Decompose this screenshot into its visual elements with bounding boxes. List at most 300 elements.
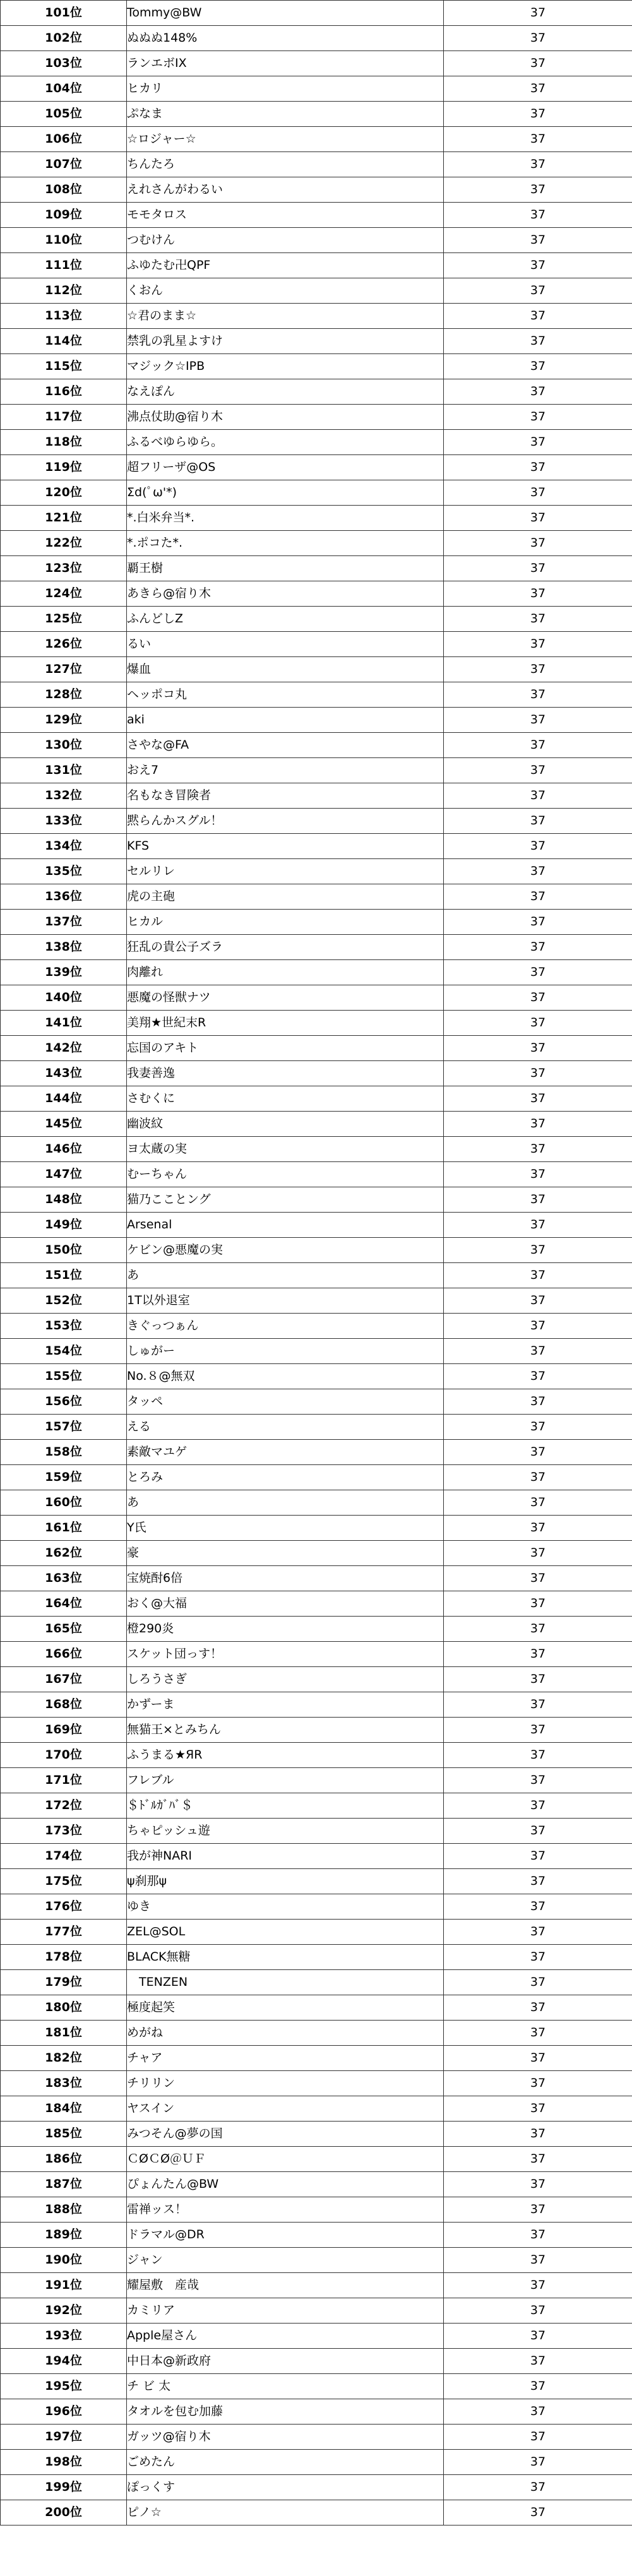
table-row [1,379,632,405]
score-cell: 37 [444,708,632,733]
score-cell: 37 [444,2147,632,2172]
table-row [1,657,632,682]
player-name-cell: ちゃピッシュ遊 [127,1819,444,1844]
score-cell: 37 [444,2475,632,2500]
player-name-cell: めがね [127,2021,444,2046]
rank-cell: 152位 [1,1288,127,1314]
score-cell: 37 [444,76,632,102]
rank-cell: 120位 [1,480,127,506]
score-cell: 37 [444,1819,632,1844]
table-row [1,1086,632,1112]
table-row [1,1187,632,1213]
score-cell: 37 [444,1490,632,1516]
player-name-cell: 雷禅ッス！ [127,2197,444,2223]
rank-cell: 124位 [1,581,127,607]
table-row [1,1440,632,1465]
score-cell: 37 [444,2248,632,2273]
table-row [1,581,632,607]
score-cell: 37 [444,102,632,127]
table-row [1,102,632,127]
table-row [1,1667,632,1692]
score-cell: 37 [444,329,632,354]
score-cell: 37 [444,2071,632,2096]
table-row [1,2046,632,2071]
player-name-cell: ZEL@SOL [127,1920,444,1945]
rank-cell: 132位 [1,783,127,809]
rank-cell: 119位 [1,455,127,480]
player-name-cell: ガッツ@宿り木 [127,2425,444,2450]
table-row [1,682,632,708]
score-cell: 37 [444,632,632,657]
player-name-cell: ヒカル [127,910,444,935]
rank-cell: 141位 [1,1011,127,1036]
score-cell: 37 [444,1440,632,1465]
score-cell: 37 [444,1112,632,1137]
player-name-cell: *.白米弁当*. [127,506,444,531]
score-cell: 37 [444,657,632,682]
table-row [1,1591,632,1617]
score-cell: 37 [444,1036,632,1061]
rank-cell: 151位 [1,1263,127,1288]
rank-cell: 197位 [1,2425,127,2450]
player-name-cell: セルリレ [127,859,444,884]
rank-cell: 144位 [1,1086,127,1112]
player-name-cell: 素敵マユゲ [127,1440,444,1465]
player-name-cell: ふゆたむ卍QPF [127,253,444,278]
table-row [1,1263,632,1288]
score-cell: 37 [444,203,632,228]
player-name-cell: なえぽん [127,379,444,405]
table-row [1,2500,632,2526]
score-cell: 37 [444,783,632,809]
score-cell: 37 [444,1743,632,1768]
player-name-cell: むーちゃん [127,1162,444,1187]
score-cell: 37 [444,1995,632,2021]
score-cell: 37 [444,1667,632,1692]
player-name-cell: ジャン [127,2248,444,2273]
score-cell: 37 [444,960,632,985]
table-row [1,177,632,203]
table-row [1,733,632,758]
table-row [1,1516,632,1541]
table-row [1,985,632,1011]
table-row [1,2122,632,2147]
table-row [1,26,632,51]
score-cell: 37 [444,430,632,455]
rank-cell: 192位 [1,2298,127,2324]
rank-cell: 131位 [1,758,127,783]
table-row [1,2324,632,2349]
table-row [1,253,632,278]
score-cell: 37 [444,2298,632,2324]
rank-cell: 170位 [1,1743,127,1768]
rank-cell: 150位 [1,1238,127,1263]
player-name-cell: TENZEN [127,1970,444,1995]
player-name-cell: とろみ [127,1465,444,1490]
player-name-cell: 豪 [127,1541,444,1566]
score-cell: 37 [444,556,632,581]
rank-cell: 178位 [1,1945,127,1970]
score-cell: 37 [444,1,632,26]
rank-cell: 138位 [1,935,127,960]
player-name-cell: かずーま [127,1692,444,1718]
player-name-cell: 名もなき冒険者 [127,783,444,809]
score-cell: 37 [444,1945,632,1970]
rank-cell: 105位 [1,102,127,127]
rank-cell: 176位 [1,1894,127,1920]
score-cell: 37 [444,1566,632,1591]
rank-cell: 142位 [1,1036,127,1061]
table-row [1,2425,632,2450]
rank-cell: 104位 [1,76,127,102]
score-cell: 37 [444,1061,632,1086]
score-cell: 37 [444,1844,632,1869]
table-row [1,304,632,329]
table-row [1,1213,632,1238]
score-cell: 37 [444,379,632,405]
player-name-cell: 狂乱の貴公子ズラ [127,935,444,960]
table-row [1,2450,632,2475]
rank-cell: 193位 [1,2324,127,2349]
rank-cell: 121位 [1,506,127,531]
player-name-cell: 耀屋敷 産哉 [127,2273,444,2298]
table-row [1,1112,632,1137]
rank-cell: 116位 [1,379,127,405]
table-row [1,1869,632,1894]
table-row [1,203,632,228]
table-row [1,1036,632,1061]
score-cell: 37 [444,2172,632,2197]
player-name-cell: ヒカリ [127,76,444,102]
player-name-cell: ぷなま [127,102,444,127]
table-row [1,1339,632,1364]
table-row [1,1768,632,1793]
rank-cell: 195位 [1,2374,127,2399]
player-name-cell: ψ刹那ψ [127,1869,444,1894]
score-cell: 37 [444,1213,632,1238]
score-cell: 37 [444,1415,632,1440]
table-row [1,76,632,102]
rank-cell: 175位 [1,1869,127,1894]
player-name-cell: 幽波紋 [127,1112,444,1137]
table-row [1,480,632,506]
player-name-cell: ケビン@悪魔の実 [127,1238,444,1263]
rank-cell: 107位 [1,152,127,177]
score-cell: 37 [444,2399,632,2425]
player-name-cell: KFS [127,834,444,859]
player-name-cell: 禁乳の乳星よすけ [127,329,444,354]
score-cell: 37 [444,531,632,556]
score-cell: 37 [444,152,632,177]
table-row [1,556,632,581]
score-cell: 37 [444,1162,632,1187]
rank-cell: 177位 [1,1920,127,1945]
table-row [1,1995,632,2021]
score-cell: 37 [444,1617,632,1642]
table-row [1,127,632,152]
player-name-cell: No.８@無双 [127,1364,444,1389]
rank-cell: 171位 [1,1768,127,1793]
player-name-cell: くおん [127,278,444,304]
score-cell: 37 [444,51,632,76]
rank-cell: 110位 [1,228,127,253]
rank-cell: 125位 [1,607,127,632]
player-name-cell: ゆき [127,1894,444,1920]
rank-cell: 129位 [1,708,127,733]
rank-cell: 156位 [1,1389,127,1415]
player-name-cell: マジック☆IPB [127,354,444,379]
score-cell: 37 [444,480,632,506]
rank-cell: 148位 [1,1187,127,1213]
score-cell: 37 [444,607,632,632]
rank-cell: 162位 [1,1541,127,1566]
score-cell: 37 [444,935,632,960]
rank-cell: 191位 [1,2273,127,2298]
player-name-cell: しゅがー [127,1339,444,1364]
score-cell: 37 [444,1238,632,1263]
score-cell: 37 [444,354,632,379]
player-name-cell: フレブル [127,1768,444,1793]
player-name-cell: えれさんがわるい [127,177,444,203]
rank-cell: 185位 [1,2122,127,2147]
table-row [1,758,632,783]
rank-cell: 169位 [1,1718,127,1743]
rank-cell: 187位 [1,2172,127,2197]
table-row [1,354,632,379]
rank-cell: 108位 [1,177,127,203]
player-name-cell: 超フリーザ@OS [127,455,444,480]
player-name-cell: 黙らんかスグル！ [127,809,444,834]
score-cell: 37 [444,834,632,859]
rank-cell: 173位 [1,1819,127,1844]
rank-cell: 101位 [1,1,127,26]
rank-cell: 126位 [1,632,127,657]
table-row [1,2273,632,2298]
score-cell: 37 [444,1086,632,1112]
rank-cell: 149位 [1,1213,127,1238]
table-row [1,1162,632,1187]
table-row [1,51,632,76]
table-row [1,960,632,985]
score-cell: 37 [444,2122,632,2147]
table-row [1,1617,632,1642]
player-name-cell: ランエボIX [127,51,444,76]
score-cell: 37 [444,2425,632,2450]
player-name-cell: 肉離れ [127,960,444,985]
score-cell: 37 [444,253,632,278]
rank-cell: 145位 [1,1112,127,1137]
player-name-cell: Y氏 [127,1516,444,1541]
rank-cell: 109位 [1,203,127,228]
table-row [1,1692,632,1718]
table-row [1,2248,632,2273]
table-row [1,1743,632,1768]
player-name-cell: 中日本@新政府 [127,2349,444,2374]
player-name-cell: ふんどしZ [127,607,444,632]
player-name-cell: おえ7 [127,758,444,783]
rank-cell: 115位 [1,354,127,379]
table-row [1,1920,632,1945]
player-name-cell: Arsenal [127,1213,444,1238]
table-row [1,430,632,455]
ranking-table-body [1,1,632,2526]
rank-cell: 168位 [1,1692,127,1718]
score-cell: 37 [444,2374,632,2399]
table-row [1,329,632,354]
table-row [1,1465,632,1490]
rank-cell: 189位 [1,2223,127,2248]
rank-cell: 172位 [1,1793,127,1819]
table-row [1,834,632,859]
score-cell: 37 [444,1869,632,1894]
score-cell: 37 [444,506,632,531]
player-name-cell: タッペ [127,1389,444,1415]
rank-cell: 106位 [1,127,127,152]
table-row [1,859,632,884]
player-name-cell: カミリア [127,2298,444,2324]
player-name-cell: あ [127,1490,444,1516]
player-name-cell: みつそん@夢の国 [127,2122,444,2147]
rank-cell: 112位 [1,278,127,304]
player-name-cell: 忘国のアキト [127,1036,444,1061]
score-cell: 37 [444,1768,632,1793]
rank-cell: 117位 [1,405,127,430]
player-name-cell: *.ポコた*. [127,531,444,556]
player-name-cell: ぬぬぬ148% [127,26,444,51]
player-name-cell: あきら@宿り木 [127,581,444,607]
table-row [1,2021,632,2046]
score-cell: 37 [444,304,632,329]
table-row [1,1061,632,1086]
rank-cell: 174位 [1,1844,127,1869]
rank-cell: 146位 [1,1137,127,1162]
score-cell: 37 [444,884,632,910]
player-name-cell: 極度起笑 [127,1995,444,2021]
score-cell: 37 [444,1591,632,1617]
score-cell: 37 [444,809,632,834]
table-row [1,2223,632,2248]
score-cell: 37 [444,1339,632,1364]
table-row [1,1314,632,1339]
rank-cell: 123位 [1,556,127,581]
score-cell: 37 [444,1516,632,1541]
player-name-cell: さやな@FA [127,733,444,758]
table-row [1,1541,632,1566]
table-row [1,1415,632,1440]
table-row [1,531,632,556]
player-name-cell: 猫乃こことング [127,1187,444,1213]
player-name-cell: ヨ太蔵の実 [127,1137,444,1162]
score-cell: 37 [444,758,632,783]
rank-cell: 200位 [1,2500,127,2526]
table-row [1,2147,632,2172]
score-cell: 37 [444,26,632,51]
rank-cell: 103位 [1,51,127,76]
rank-cell: 157位 [1,1415,127,1440]
player-name-cell: ドラマル@DR [127,2223,444,2248]
rank-cell: 153位 [1,1314,127,1339]
score-cell: 37 [444,177,632,203]
table-row [1,1793,632,1819]
score-cell: 37 [444,1263,632,1288]
table-row [1,278,632,304]
rank-cell: 114位 [1,329,127,354]
rank-cell: 198位 [1,2450,127,2475]
rank-cell: 184位 [1,2096,127,2122]
score-cell: 37 [444,733,632,758]
rank-cell: 182位 [1,2046,127,2071]
score-cell: 37 [444,1137,632,1162]
player-name-cell: つむけん [127,228,444,253]
score-cell: 37 [444,228,632,253]
rank-cell: 183位 [1,2071,127,2096]
table-row [1,884,632,910]
player-name-cell: チリリン [127,2071,444,2096]
score-cell: 37 [444,1970,632,1995]
player-name-cell: aki [127,708,444,733]
table-row [1,1894,632,1920]
score-cell: 37 [444,1389,632,1415]
table-row [1,405,632,430]
rank-cell: 159位 [1,1465,127,1490]
rank-cell: 154位 [1,1339,127,1364]
score-cell: 37 [444,910,632,935]
table-row [1,1718,632,1743]
rank-cell: 140位 [1,985,127,1011]
player-name-cell: 橙290炎 [127,1617,444,1642]
player-name-cell: 悪魔の怪獣ナツ [127,985,444,1011]
score-cell: 37 [444,2223,632,2248]
player-name-cell: BLACK無糖 [127,1945,444,1970]
rank-cell: 135位 [1,859,127,884]
table-row [1,2197,632,2223]
player-name-cell: モモタロス [127,203,444,228]
rank-cell: 111位 [1,253,127,278]
rank-cell: 161位 [1,1516,127,1541]
rank-cell: 181位 [1,2021,127,2046]
table-row [1,935,632,960]
player-name-cell: Σd(ﾟω'*) [127,480,444,506]
table-row [1,1819,632,1844]
table-row [1,1288,632,1314]
rank-cell: 166位 [1,1642,127,1667]
score-cell: 37 [444,2324,632,2349]
rank-cell: 130位 [1,733,127,758]
table-row [1,1490,632,1516]
score-cell: 37 [444,1314,632,1339]
rank-cell: 133位 [1,809,127,834]
score-cell: 37 [444,682,632,708]
player-name-cell: ごめたん [127,2450,444,2475]
score-cell: 37 [444,405,632,430]
score-cell: 37 [444,2450,632,2475]
table-row [1,1642,632,1667]
rank-cell: 190位 [1,2248,127,2273]
player-name-cell: ぽっくす [127,2475,444,2500]
player-name-cell: ぴょんたん@BW [127,2172,444,2197]
score-cell: 37 [444,859,632,884]
table-row [1,1137,632,1162]
table-row [1,910,632,935]
table-row [1,2399,632,2425]
table-row [1,1011,632,1036]
player-name-cell: るい [127,632,444,657]
score-cell: 37 [444,1011,632,1036]
player-name-cell: Tommy@BW [127,1,444,26]
player-name-cell: ちんたろ [127,152,444,177]
player-name-cell: ☆ロジャー☆ [127,127,444,152]
score-cell: 37 [444,1187,632,1213]
